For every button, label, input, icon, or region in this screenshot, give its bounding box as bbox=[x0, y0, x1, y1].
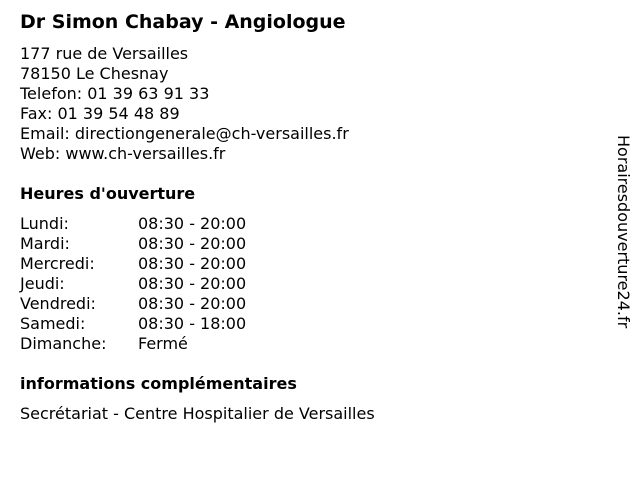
site-watermark: Horairesdouverture24.fr bbox=[614, 135, 633, 329]
hours-row-saturday bbox=[20, 314, 280, 334]
day-label: Jeudi: bbox=[20, 274, 65, 293]
hours-row-friday bbox=[20, 294, 280, 314]
page-title: Dr Simon Chabay - Angiologue bbox=[20, 11, 346, 33]
hours-row-wednesday bbox=[20, 254, 280, 274]
additional-info-heading: informations complémentaires bbox=[20, 374, 297, 393]
additional-info-text: Secrétariat - Centre Hospitalier de Versailles bbox=[20, 404, 375, 423]
opening-hours-list bbox=[20, 214, 280, 354]
hours-value: 08:30 - 20:00 bbox=[138, 254, 247, 273]
hours-value: Fermé bbox=[138, 334, 188, 353]
hours-value: 08:30 - 20:00 bbox=[138, 274, 247, 293]
hours-row-sunday bbox=[20, 334, 280, 354]
hours-row-tuesday bbox=[20, 234, 280, 254]
day-label: Lundi: bbox=[20, 214, 69, 233]
day-label: Samedi: bbox=[20, 314, 86, 333]
hours-row-monday bbox=[20, 214, 280, 234]
hours-value: 08:30 - 20:00 bbox=[138, 294, 247, 313]
day-label: Mercredi: bbox=[20, 254, 95, 273]
website-address: Web: www.ch-versailles.fr bbox=[20, 144, 226, 163]
hours-value: 08:30 - 18:00 bbox=[138, 314, 247, 333]
address-street: 177 rue de Versailles bbox=[20, 44, 189, 63]
hours-value: 08:30 - 20:00 bbox=[138, 234, 247, 253]
day-label: Mardi: bbox=[20, 234, 70, 253]
day-label: Vendredi: bbox=[20, 294, 96, 313]
email-address: Email: directiongenerale@ch-versailles.fr bbox=[20, 124, 349, 143]
hours-row-thursday bbox=[20, 274, 280, 294]
day-label: Dimanche: bbox=[20, 334, 107, 353]
hours-value: 08:30 - 20:00 bbox=[138, 214, 247, 233]
address-city: 78150 Le Chesnay bbox=[20, 64, 169, 83]
contact-block bbox=[20, 44, 349, 164]
phone-number: Telefon: 01 39 63 91 33 bbox=[20, 84, 210, 103]
opening-hours-heading: Heures d'ouverture bbox=[20, 184, 196, 203]
fax-number: Fax: 01 39 54 48 89 bbox=[20, 104, 180, 123]
